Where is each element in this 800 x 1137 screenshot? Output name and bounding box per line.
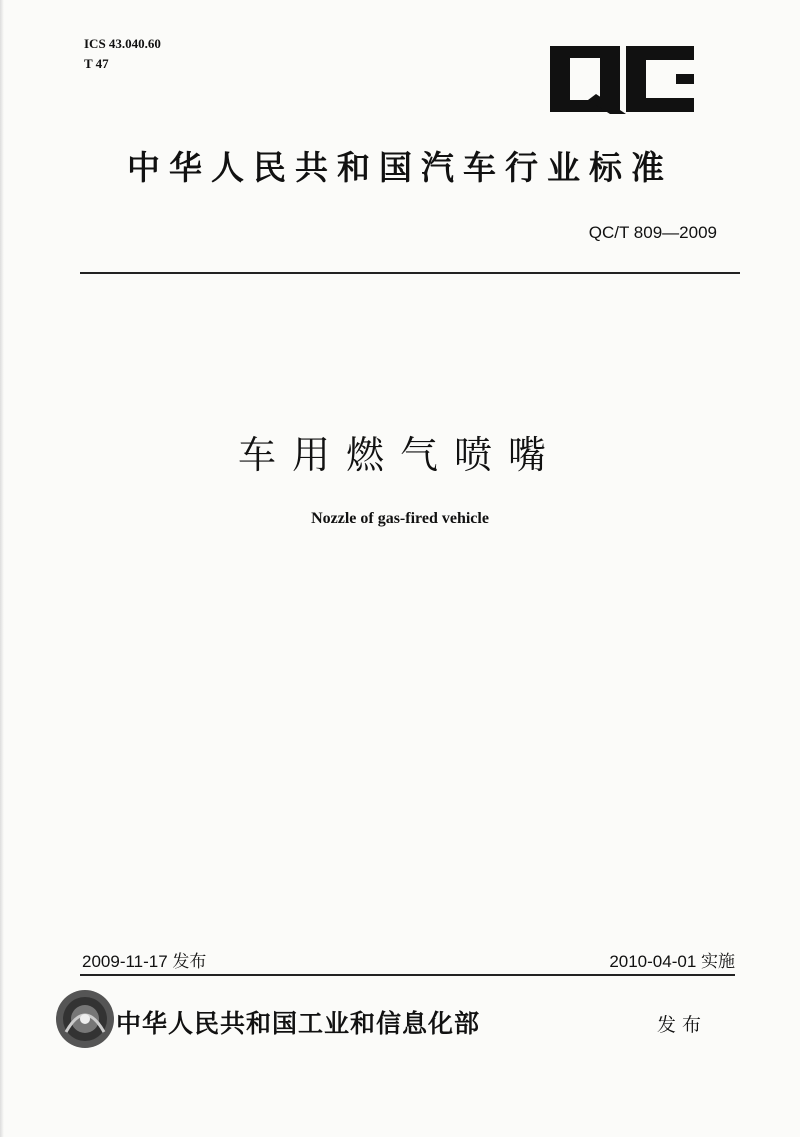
implementation-date: 2010-04-01 实施: [609, 952, 735, 971]
document-title-cn: 车用燃气喷嘴: [237, 433, 562, 477]
qc-logo: [548, 44, 696, 116]
ics-code: ICS 43.040.60: [84, 36, 161, 51]
publish-label: 发布: [657, 1014, 708, 1036]
publisher-name: 中华人民共和国工业和信息化部: [116, 1009, 481, 1038]
classification-block: [84, 34, 161, 74]
footer-divider: [80, 974, 735, 976]
standard-number: QC/T 809—2009: [588, 223, 717, 242]
industry-standard-title: 中华人民共和国汽车行业标准: [127, 148, 673, 187]
category-code: T 47: [84, 56, 109, 71]
qc-logo-text: QC: [548, 44, 550, 45]
header-divider: [80, 272, 740, 274]
issue-date: 2009-11-17 发布: [82, 952, 207, 971]
ministry-emblem-icon: [54, 988, 116, 1050]
document-title-en: Nozzle of gas-fired vehicle: [311, 510, 489, 527]
